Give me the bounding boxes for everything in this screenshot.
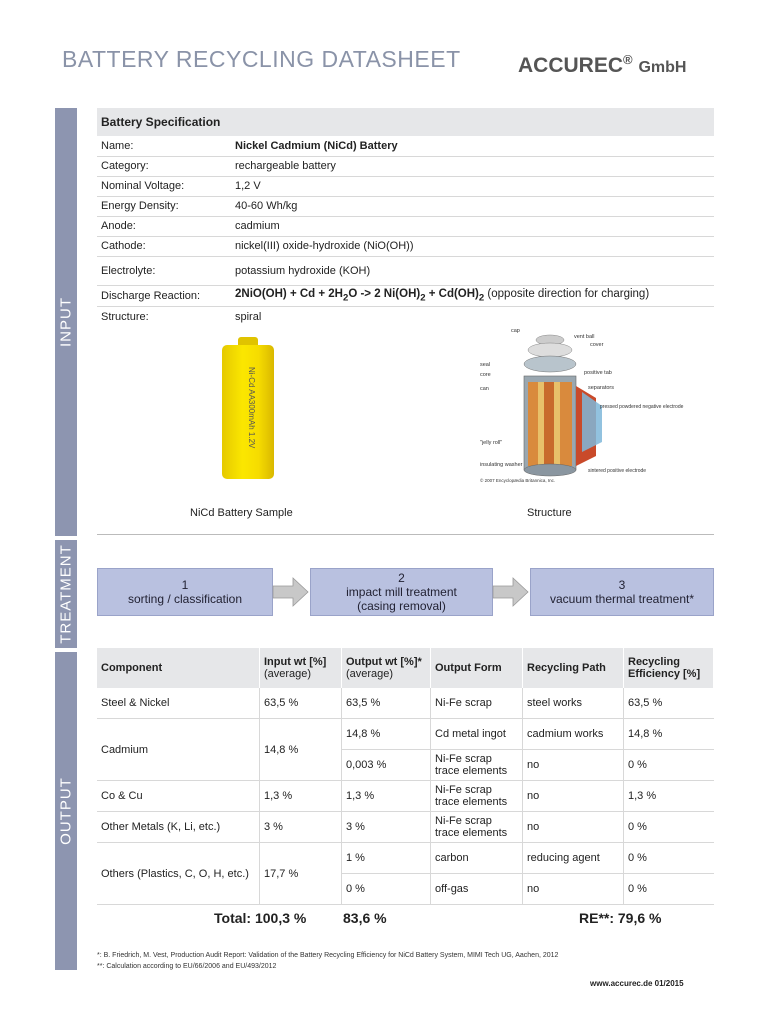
cell-output: 14,8 %	[342, 719, 431, 750]
battery-print: Ni-Cd AA300mAh 1.2V	[247, 367, 256, 449]
jelly-roll-layer	[544, 382, 554, 466]
spec-label: Electrolyte:	[97, 256, 231, 285]
diagram-label-seal: seal	[480, 362, 491, 368]
cell-form: carbon	[431, 843, 523, 874]
treatment-step-3	[530, 568, 714, 616]
cell-path: cadmium works	[523, 719, 624, 750]
col-input	[260, 648, 342, 688]
cell-input: 3 %	[260, 812, 342, 843]
reaction-part: + Cd(OH)	[425, 287, 479, 300]
diagram-label-jelly-roll: "jelly roll"	[480, 440, 503, 446]
col-output	[342, 648, 431, 688]
diagram-label-positive-electrode: sintered positive electrode	[588, 468, 647, 474]
step-number: 1	[181, 578, 189, 592]
cell-path: no	[523, 750, 624, 781]
col-input-sub: (average)	[264, 668, 312, 680]
output-header-row	[97, 648, 714, 688]
diagram-label-positive-tab: positive tab	[584, 370, 612, 376]
diagram-label-insulating-washer: insulating washer	[480, 462, 523, 468]
reaction-part: O -> 2 Ni(OH)	[348, 287, 421, 300]
brand-suffix: GmbH	[638, 59, 687, 76]
cell-form: Ni-Fe scrap trace elements	[431, 812, 523, 843]
spec-value: rechargeable battery	[231, 156, 714, 176]
jelly-roll-layer	[560, 382, 572, 466]
cell-eff: 1,3 %	[624, 781, 714, 812]
jelly-roll-layer	[528, 382, 538, 466]
spec-value: 40-60 Wh/kg	[231, 196, 714, 216]
spec-label: Cathode:	[97, 236, 231, 256]
spec-value	[231, 136, 714, 156]
cell-path: reducing agent	[523, 843, 624, 874]
col-path: Recycling Path	[523, 648, 624, 688]
table-row	[97, 688, 714, 719]
cell-eff: 0 %	[624, 874, 714, 905]
cover-shape	[528, 343, 572, 357]
treatment-step-1	[97, 568, 273, 616]
spec-label: Nominal Voltage:	[97, 176, 231, 196]
col-eff: Recycling Efficiency [%]	[624, 648, 714, 688]
output-table	[97, 648, 714, 905]
col-output-sub: (average)	[346, 668, 394, 680]
cell-output: 1 %	[342, 843, 431, 874]
website-date: www.accurec.de 01/2015	[590, 979, 684, 988]
reaction-sub: 2	[478, 292, 485, 304]
spec-discharge-reaction	[231, 285, 714, 306]
spec-label: Name:	[97, 136, 231, 156]
reaction-sub: 2	[343, 292, 349, 304]
spec-value: 1,2 V	[231, 176, 714, 196]
cell-component: Other Metals (K, Li, etc.)	[97, 812, 260, 843]
cell-eff: 63,5 %	[624, 688, 714, 719]
footnote-2: **: Calculation according to EU/66/2006 and EU/493/2012	[97, 963, 277, 970]
col-component: Component	[97, 648, 260, 688]
cell-output: 0 %	[342, 874, 431, 905]
section-output-bar	[55, 652, 77, 970]
cell-form: off-gas	[431, 874, 523, 905]
diagram-label-core: core	[480, 372, 491, 378]
page-title: BATTERY RECYCLING DATASHEET	[62, 46, 461, 72]
jelly-roll-layer	[538, 382, 544, 466]
battery-structure-diagram	[478, 326, 684, 486]
diagram-label-cap: cap	[511, 328, 520, 334]
spec-value: potassium hydroxide (KOH)	[231, 256, 714, 285]
spec-name-value: Nickel Cadmium (NiCd) Battery	[235, 139, 398, 152]
arrow-right-icon	[273, 576, 309, 608]
brand-logo	[518, 52, 686, 78]
cell-component: Steel & Nickel	[97, 688, 260, 719]
step-text: vacuum thermal treatment*	[549, 592, 695, 606]
step-number: 3	[618, 578, 626, 592]
spec-value: cadmium	[231, 216, 714, 236]
cell-eff: 0 %	[624, 843, 714, 874]
step-subtext: (casing removal)	[357, 599, 446, 613]
cell-input: 14,8 %	[260, 719, 342, 781]
cell-form: Ni-Fe scrap trace elements	[431, 750, 523, 781]
cell-eff: 0 %	[624, 750, 714, 781]
section-treatment-label: TREATMENT	[57, 544, 75, 644]
diagram-label-negative-electrode: pressed powdered negative electrode	[600, 404, 684, 410]
total-recycling-efficiency: RE**: 79,6 %	[579, 910, 662, 926]
diagram-label-separators: separators	[588, 385, 614, 391]
spec-label: Structure:	[101, 310, 149, 323]
cell-eff: 14,8 %	[624, 719, 714, 750]
spec-value: spiral	[235, 310, 262, 323]
spec-heading: Battery Specification	[97, 108, 714, 136]
col-form: Output Form	[431, 648, 523, 688]
sample-caption: NiCd Battery Sample	[190, 507, 293, 519]
cell-path: steel works	[523, 688, 624, 719]
cell-output: 1,3 %	[342, 781, 431, 812]
spec-value: nickel(III) oxide-hydroxide (NiO(OH))	[231, 236, 714, 256]
step-text: sorting / classification	[127, 592, 243, 606]
spec-label: Discharge Reaction:	[97, 285, 231, 306]
brand-name: ACCUREC	[518, 54, 623, 77]
battery-spec-table	[97, 108, 714, 327]
nicd-battery-photo	[222, 337, 274, 479]
spec-label: Anode:	[97, 216, 231, 236]
treatment-step-2	[310, 568, 493, 616]
cell-component: Cadmium	[97, 719, 260, 781]
spec-label: Category:	[97, 156, 231, 176]
diagram-label-vent-ball: vent ball	[574, 334, 595, 340]
diagram-copyright: © 2007 Encyclopædia Britannica, Inc.	[480, 478, 556, 483]
cell-form: Ni-Fe scrap	[431, 688, 523, 719]
reaction-part: 2NiO(OH) + Cd + 2H	[235, 287, 343, 300]
section-input-bar	[55, 108, 77, 536]
table-row	[97, 812, 714, 843]
cell-input: 63,5 %	[260, 688, 342, 719]
can-bottom	[524, 464, 576, 476]
seal-shape	[524, 356, 576, 372]
diagram-label-can: can	[480, 386, 489, 392]
footnote-1: *: B. Friedrich, M. Vest, Production Audit Report: Validation of the Battery Recycling Efficiency for NiCd Battery System, MIMI Tech UG, Aachen, 2012	[97, 952, 559, 959]
reaction-note: (opposite direction for charging)	[484, 287, 650, 300]
spec-label: Energy Density:	[97, 196, 231, 216]
cell-output: 0,003 %	[342, 750, 431, 781]
section-divider	[97, 534, 714, 535]
step-text: impact mill treatment	[346, 585, 457, 599]
cell-component: Co & Cu	[97, 781, 260, 812]
cell-form: Cd metal ingot	[431, 719, 523, 750]
diagram-label-cover: cover	[590, 342, 604, 348]
cell-component: Others (Plastics, C, O, H, etc.)	[97, 843, 260, 905]
col-output-label: Output wt [%]*	[346, 656, 422, 668]
cell-output: 63,5 %	[342, 688, 431, 719]
total-input: Total: 100,3 %	[214, 910, 307, 926]
cell-output: 3 %	[342, 812, 431, 843]
jelly-roll-layer	[554, 382, 560, 466]
section-treatment-bar	[55, 540, 77, 648]
table-row	[97, 843, 714, 874]
structure-caption: Structure	[527, 507, 572, 519]
col-input-label: Input wt [%]	[264, 656, 327, 668]
cell-path: no	[523, 874, 624, 905]
section-input-label: INPUT	[57, 297, 75, 347]
brand-registered: ®	[623, 52, 633, 67]
table-row	[97, 781, 714, 812]
cell-path: no	[523, 812, 624, 843]
cell-path: no	[523, 781, 624, 812]
separator-sheet	[582, 392, 602, 452]
total-output: 83,6 %	[343, 910, 387, 926]
reaction-sub: 2	[420, 292, 426, 304]
cell-eff: 0 %	[624, 812, 714, 843]
cell-input: 1,3 %	[260, 781, 342, 812]
arrow-right-icon	[493, 576, 529, 608]
section-output-label: OUTPUT	[57, 777, 75, 845]
cell-form: Ni-Fe scrap trace elements	[431, 781, 523, 812]
step-number: 2	[398, 571, 405, 585]
cell-input: 17,7 %	[260, 843, 342, 905]
table-row	[97, 719, 714, 750]
